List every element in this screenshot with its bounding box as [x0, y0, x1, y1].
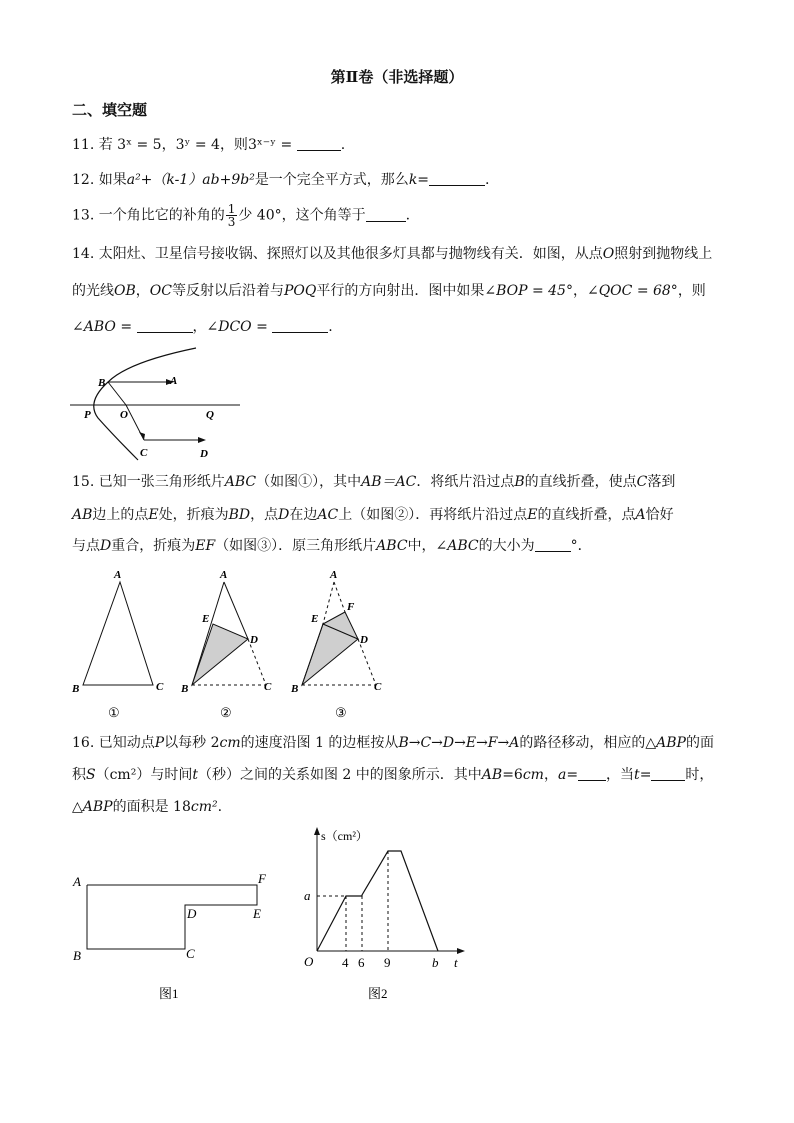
q11-answer-blank[interactable]	[297, 136, 341, 151]
q15-text: 重合，折痕为	[111, 538, 196, 554]
tick-6: 6	[358, 955, 365, 970]
label-c: C	[156, 681, 164, 693]
q15-text: 的直线折叠，点	[537, 507, 636, 523]
q15-triangle-abc: ABC	[376, 538, 408, 554]
q11-eq3: 3ˣ⁻ʸ =	[247, 137, 297, 153]
q15-point-a: A	[635, 507, 646, 523]
q16-text: 16. 已知动点	[72, 735, 155, 751]
q15-text: 的直线折叠，使点	[524, 474, 637, 490]
q14-oc: OC	[149, 283, 172, 299]
label-b: B	[72, 683, 80, 695]
q15-point-d: D	[278, 507, 290, 523]
q16-unit: cm	[522, 767, 544, 783]
dashed-ae	[323, 582, 334, 624]
q15-text: ．将纸片沿过点	[416, 474, 515, 490]
label-a: A	[114, 569, 122, 581]
label-d: D	[250, 634, 258, 646]
q16-t: t	[634, 767, 640, 783]
q12-text: 如果	[98, 172, 127, 188]
q14-comma: ，	[135, 283, 150, 299]
q13-text: 一个角比它的补角的	[98, 207, 225, 224]
section-title: 第Ⅱ卷（非选择题）	[330, 68, 464, 86]
q16-triangle-abp: ABP	[656, 735, 686, 751]
q12-end: .	[485, 172, 490, 188]
label-c: C	[140, 447, 148, 459]
q16-text: 的面积是 18	[112, 799, 191, 815]
label-b: B	[291, 683, 299, 695]
q16-t: t	[192, 767, 198, 783]
label-a: a	[304, 888, 311, 903]
figure-15-2	[176, 564, 286, 724]
label-b: B	[98, 377, 106, 389]
q16-text: 积	[72, 767, 86, 783]
caption-2: ②	[220, 705, 232, 720]
q16-text: 的面	[685, 735, 714, 751]
q15-text: 落到	[647, 474, 676, 490]
label-c: C	[186, 946, 195, 961]
parabola-curve	[94, 348, 196, 460]
q14-comma: ，	[192, 319, 207, 335]
label-e: E	[253, 906, 261, 921]
q15-text: 与点	[72, 538, 100, 554]
q16-triangle-abp: ABP	[82, 799, 113, 815]
q12-k: k=	[408, 172, 430, 188]
figure-15-1	[68, 564, 178, 724]
tick-b: b	[432, 955, 439, 970]
q15-bd: BD	[228, 507, 251, 523]
q15-text: 上（如图②）．再将纸片沿过点	[338, 507, 528, 523]
q15-point-e: E	[527, 507, 538, 523]
label-d: D	[360, 634, 368, 646]
x-axis-arrow	[457, 948, 465, 954]
q14-point-o: O	[602, 246, 615, 262]
q14-text: 等反射以后沿着与	[171, 283, 284, 299]
q15-text: 中，	[407, 538, 436, 554]
q14-text: ，则	[677, 283, 706, 299]
question-15-line3	[72, 536, 592, 556]
q13-text2: 少 40°，这个角等于	[238, 207, 366, 224]
q14-angle-dco: ∠DCO =	[206, 319, 273, 335]
q14-answer-blank-2[interactable]	[272, 318, 328, 333]
ray-ob	[108, 382, 126, 405]
dashed-af	[334, 582, 345, 612]
tick-9: 9	[384, 955, 391, 970]
path-frame	[87, 885, 257, 949]
q16-path: B→C→D→E→F→A	[398, 735, 520, 751]
q12-expr: a²+（k-1）ab+9b²	[126, 172, 255, 188]
triangle-abc	[83, 582, 153, 685]
figure-16-2	[298, 822, 478, 1010]
question-13	[72, 203, 410, 228]
caption-fig2: 图2	[368, 986, 388, 1001]
q16-text: =	[639, 767, 652, 783]
q16-a: a	[557, 767, 567, 783]
arrowhead-oc	[139, 432, 145, 440]
q16-ab: AB	[481, 767, 503, 783]
question-16-line2	[72, 765, 713, 785]
q12-number: 12.	[72, 172, 95, 188]
q14-poq: POQ	[283, 283, 317, 299]
q16-text: 以每秒 2	[164, 735, 220, 751]
label-d: D	[187, 906, 197, 921]
figure-14-parabola	[68, 344, 248, 464]
q14-end: .	[328, 319, 333, 335]
q15-text: 恰好	[645, 507, 674, 523]
q14-text: 14. 太阳灶、卫星信号接收锅、探照灯以及其他很多灯具都与抛物线有关．如图，从点	[72, 246, 603, 262]
question-16-line1	[72, 733, 714, 753]
label-f: F	[347, 601, 355, 613]
label-b: B	[181, 683, 189, 695]
q16-answer-blank-1[interactable]	[578, 766, 606, 781]
q11-number: 11.	[72, 137, 95, 153]
q15-text: ，点	[250, 507, 279, 523]
question-14-line2	[72, 281, 706, 301]
q15-triangle-abc: ABC	[224, 474, 257, 490]
folded-region	[192, 624, 248, 685]
y-axis-label: s（cm²）	[321, 829, 368, 843]
q13-frac-num: 1	[227, 202, 236, 216]
q14-angle-abo: ∠ABO =	[72, 319, 137, 335]
q14-ob: OB	[114, 283, 136, 299]
q15-ab: AB	[72, 507, 93, 523]
q15-ef: EF	[195, 538, 216, 554]
figure-16-1	[66, 860, 286, 1010]
label-q: Q	[206, 409, 214, 421]
q16-unit: cm²	[190, 799, 218, 815]
q13-fraction	[226, 203, 238, 228]
q14-comma: ，	[572, 283, 587, 299]
q16-text: ，当	[606, 767, 635, 783]
q16-text: （秒）之间的关系如图 2 中的图象所示．其中	[197, 767, 482, 783]
q15-point-d: D	[100, 538, 112, 554]
label-e: E	[202, 613, 210, 625]
question-16-line3	[72, 797, 222, 817]
q11-end: .	[340, 137, 346, 153]
q15-angle-abc: ∠ABC	[435, 538, 479, 554]
q13-end: .	[405, 207, 411, 224]
q14-text: 平行的方向射出．图中如果	[316, 283, 485, 299]
q16-answer-blank-2[interactable]	[651, 766, 685, 781]
label-p: P	[84, 409, 91, 421]
label-o: O	[120, 409, 128, 421]
question-15-line2	[72, 505, 674, 525]
q11-eq1: 3ˣ = 5	[117, 137, 162, 153]
q16-text: =6	[502, 767, 523, 783]
q16-text: 的路径移动，相应的△	[519, 735, 657, 751]
q16-s: S	[86, 767, 96, 783]
q16-unit: cm	[219, 735, 241, 751]
q12-text2: 是一个完全平方式，那么	[254, 172, 409, 188]
label-a: A	[220, 569, 228, 581]
q11-sep: ，	[161, 137, 176, 153]
q13-frac-den: 3	[227, 215, 236, 229]
q15-text: （如图③）．原三角形纸片	[215, 538, 377, 554]
arrowhead-cd	[198, 437, 206, 443]
x-axis-label: t	[454, 955, 458, 970]
question-14-line1	[72, 244, 712, 264]
q15-ac: AC	[317, 507, 339, 523]
q13-answer-blank[interactable]	[366, 207, 406, 222]
q15-answer-blank[interactable]	[535, 537, 571, 552]
q15-text: 在边	[289, 507, 318, 523]
question-14-line3	[72, 317, 333, 337]
question-12	[72, 170, 489, 190]
q15-condition: AB＝AC	[361, 474, 417, 490]
q13-number: 13.	[72, 207, 95, 224]
q15-point-b: B	[514, 474, 525, 490]
q14-answer-blank-1[interactable]	[137, 318, 193, 333]
q14-text-end: 照射到抛物线上	[614, 246, 713, 262]
label-c: C	[264, 681, 272, 693]
q15-text: 15. 已知一张三角形纸片	[72, 474, 225, 490]
y-axis-arrow	[314, 827, 320, 835]
q15-text: 边上的点	[92, 507, 149, 523]
label-a: A	[170, 375, 178, 387]
caption-fig1: 图1	[159, 986, 179, 1001]
q15-text: 处，折痕为	[158, 507, 229, 523]
question-15-line1	[72, 472, 675, 492]
q16-text: （cm²）与时间	[95, 767, 193, 783]
q14-text: 的光线	[72, 283, 114, 299]
caption-1: ①	[108, 705, 120, 720]
q16-point-p: P	[154, 735, 165, 751]
q16-end: .	[217, 799, 223, 815]
q15-text: 的大小为	[478, 538, 535, 554]
label-f: F	[258, 871, 266, 886]
q16-text: 的速度沿图 1 的边框按从	[240, 735, 399, 751]
part-heading: 二、填空题	[72, 101, 148, 119]
q16-text: △	[72, 799, 83, 815]
q16-text: ，	[543, 767, 558, 783]
tick-4: 4	[342, 955, 349, 970]
label-e: E	[311, 613, 319, 625]
q15-text: （如图①），其中	[256, 474, 362, 490]
label-c: C	[374, 681, 382, 693]
area-time-line	[317, 851, 438, 951]
label-a: A	[73, 874, 81, 889]
q15-end: °．	[570, 538, 592, 554]
q11-text: 若	[98, 137, 113, 153]
figure-15-3	[286, 564, 396, 724]
label-b: B	[73, 948, 81, 963]
q15-point-e: E	[148, 507, 159, 523]
q12-answer-blank[interactable]	[429, 171, 485, 186]
q14-angle-bop: ∠BOP = 45°	[484, 283, 573, 299]
question-11	[72, 135, 345, 155]
q14-angle-qoc: ∠QOC = 68°	[586, 283, 678, 299]
q11-eq2: 3ʸ = 4	[175, 137, 220, 153]
label-d: D	[200, 448, 208, 460]
label-origin: O	[304, 954, 314, 969]
caption-3: ③	[335, 705, 347, 720]
q16-text: =	[566, 767, 579, 783]
q15-point-c: C	[636, 474, 648, 490]
label-a: A	[330, 569, 338, 581]
q11-text2: ，则	[219, 137, 248, 153]
q16-text: 时，	[685, 767, 714, 783]
